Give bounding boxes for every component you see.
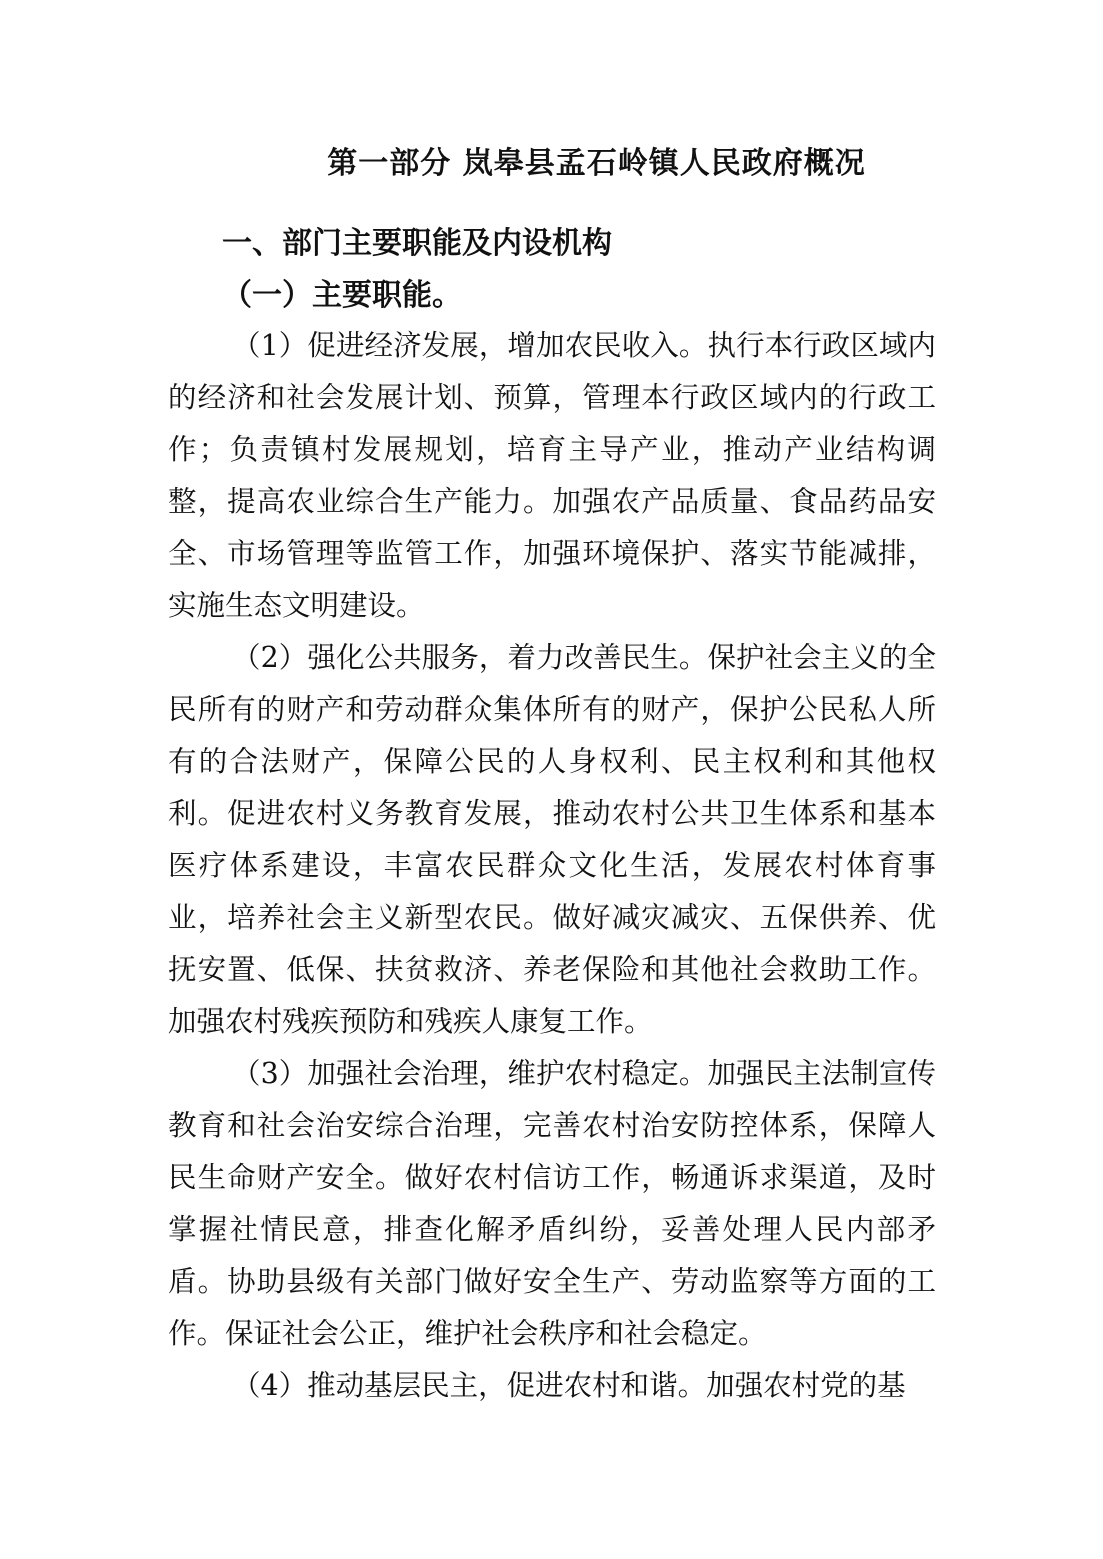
paragraph-4: （4）推动基层民主，促进农村和谐。加强农村党的基 xyxy=(232,1369,906,1402)
document-body xyxy=(168,320,936,1412)
section-heading: 一、部门主要职能及内设机构 xyxy=(222,226,612,261)
paragraph-3: （3）加强社会治理，维护农村稳定。加强民主法制宣传教育和社会治安综合治理，完善农村治安防控体系，保障人民生命财产安全。做好农村信访工作，畅通诉求渠道，及时掌握社情民意，排查化解矛盾纠纷，妥善处理人民内部矛盾。协助县级有关部门做好安全生产、劳动监察等方面的工作。保证社会公正，维护社会秩序和社会稳定。 xyxy=(168,1057,936,1350)
paragraph-2: （2）强化公共服务，着力改善民生。保护社会主义的全民所有的财产和劳动群众集体所有的财产，保护公民私人所有的合法财产，保障公民的人身权利、民主权利和其他权利。促进农村义务教育发展，推动农村公共卫生体系和基本医疗体系建设，丰富农民群众文化生活，发展农村体育事业，培养社会主义新型农民。做好减灾减灾、五保供养、优抚安置、低保、扶贫救济、养老保险和其他社会救助工作。加强农村残疾预防和残疾人康复工作。 xyxy=(168,641,936,1038)
document-title: 第一部分 岚皋县孟石岭镇人民政府概况 xyxy=(327,146,866,181)
paragraph-1: （1）促进经济发展，增加农民收入。执行本行政区域内的经济和社会发展计划、预算，管理本行政区域内的行政工作；负责镇村发展规划，培育主导产业，推动产业结构调整，提高农业综合生产能力。加强农产品质量、食品药品安全、市场管理等监管工作，加强环境保护、落实节能减排，实施生态文明建设。 xyxy=(168,329,936,622)
subsection-heading: （一）主要职能。 xyxy=(222,278,462,313)
